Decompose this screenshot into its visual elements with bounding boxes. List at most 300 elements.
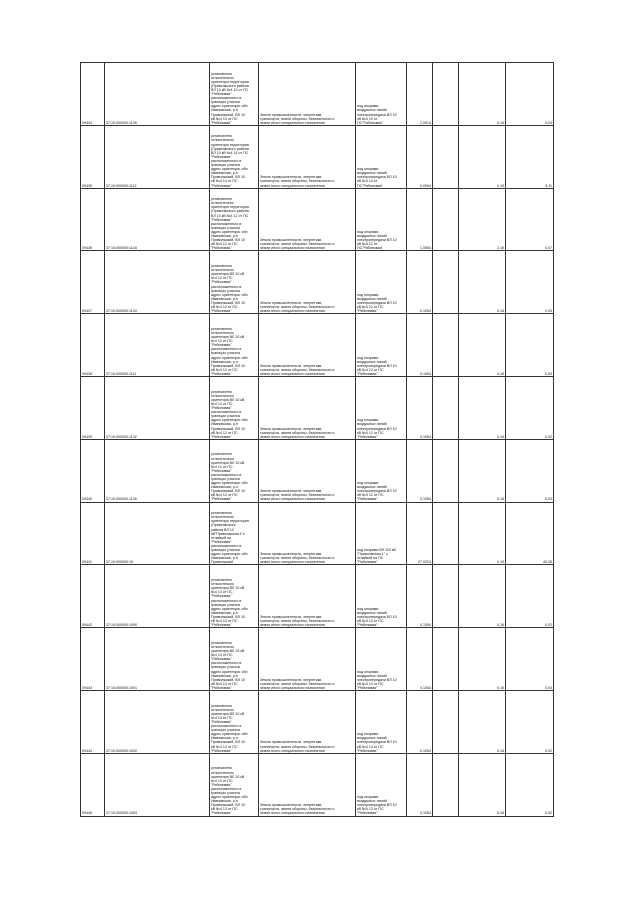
location-cell-line: относительно [211, 393, 234, 398]
land-category-cell-line: земли иного специального назначения [260, 120, 325, 125]
location-cell [210, 376, 259, 439]
location-cell-line: Ивановская, р-н [211, 485, 238, 490]
permitted-use-cell-line: "Рябиновая" [357, 748, 378, 753]
row-id-cell: 09435 [81, 125, 105, 188]
permitted-use-cell-line: "Рябиновая" [357, 309, 378, 314]
permitted-use-cell-line: под опорами ВЛ 110 кВ [357, 548, 396, 552]
value-cell: 0,02 [506, 565, 554, 628]
location-cell-line: Ивановская, р-н [211, 673, 238, 678]
row-id-cell: 09437 [81, 251, 105, 314]
location-cell-line: Приволжский, ВЛ 10 [211, 740, 245, 745]
location-cell-line: Ивановская, р-н [211, 799, 238, 804]
location-cell [210, 63, 259, 126]
location-cell-line: "Рябиновая" [211, 468, 232, 473]
land-category-cell-line: Земли промышленности, энергетики, [260, 238, 323, 243]
location-cell-line: Приволжский [211, 560, 234, 565]
location-cell-line: адрес ориентира: обл. [211, 167, 249, 172]
location-cell-line: ВЛ 10 кВ №4 12 от ПС [211, 213, 249, 218]
land-category-cell [259, 376, 356, 439]
location-cell-line: расположенного в [211, 221, 242, 226]
table-row [81, 314, 554, 377]
cadastral-number-cell: 37:10:000000:1092 [105, 690, 210, 753]
value-cell: 5,11 [506, 125, 554, 188]
location-cell-line: кВ №4 10 от ПС [211, 116, 238, 121]
location-cell-line: кВ"Приволжская-1"с [211, 531, 245, 536]
empty-cell [433, 690, 459, 753]
land-category-cell-line: транспорта, земли обороны, безопасности и [260, 744, 335, 749]
location-cell-line: адрес ориентира: обл. [211, 795, 249, 800]
location-cell-line: установлено [211, 703, 233, 708]
permitted-use-cell [356, 251, 407, 314]
permitted-use-cell-line: воздушных линий [357, 736, 387, 741]
location-cell [210, 753, 259, 816]
permitted-use-cell-line: кВ №4 12 от ПС [357, 493, 384, 498]
permitted-use-cell-line: электропередачи ВЛ 10 [357, 489, 397, 494]
location-cell-line: установлено [211, 197, 233, 202]
cadastral-number-cell: 37:10:000000:1090 [105, 565, 210, 628]
location-cell-line: Ивановская, р-н [211, 610, 238, 615]
permitted-use-cell [356, 125, 407, 188]
permitted-use-cell-line: под опорами [357, 669, 379, 674]
row-id-cell: 09441 [81, 502, 105, 565]
permitted-use-cell-line: отпайкой на ПС [357, 556, 384, 561]
location-cell-line: установлено [211, 326, 233, 331]
permitted-use-cell-line: воздушных линий [357, 422, 387, 427]
permitted-use-cell [356, 502, 407, 565]
row-id-cell: 09444 [81, 690, 105, 753]
land-category-cell-line: земли иного специального назначения [260, 246, 325, 251]
location-cell-line: Приволжский, ВЛ 10 [211, 614, 245, 619]
area-cell: 0,1054 [407, 439, 433, 502]
location-cell-line: "Рябиновая" [211, 782, 232, 787]
permitted-use-cell-line: "Рябиновая" [357, 560, 378, 565]
location-cell-line: (Приволжского района [211, 146, 249, 151]
value-cell: 0,03 [506, 314, 554, 377]
location-cell-line: "Рябиновая" [211, 92, 232, 97]
location-cell-line: Ивановская, р-н [211, 171, 238, 176]
rate-cell: 0,16 [459, 251, 506, 314]
permitted-use-cell-line: "Приволжская-1" с [357, 552, 388, 557]
location-cell-line: адрес ориентира: обл. [211, 669, 249, 674]
rate-cell: 0,16 [459, 314, 506, 377]
land-category-cell-line: земли иного специального назначения [260, 560, 325, 565]
land-category-cell-line: транспорта, земли обороны, безопасности и [260, 179, 335, 184]
land-category-cell [259, 63, 356, 126]
empty-cell [433, 188, 459, 251]
location-cell-line: границах участка [211, 477, 240, 482]
location-cell-line: ориентира территория [211, 142, 249, 147]
permitted-use-cell-line: ПС"Рябиновая" [357, 246, 383, 251]
permitted-use-cell-line: электропередачи ВЛ 10 [357, 803, 397, 808]
land-category-cell-line: транспорта, земли обороны, безопасности и [260, 242, 335, 247]
location-cell-line: расположенного в [211, 96, 242, 101]
location-cell [210, 188, 259, 251]
land-category-cell-line: транспорта, земли обороны, безопасности и [260, 556, 335, 561]
location-cell-line: Приволжский, ВЛ 10 [211, 300, 245, 305]
area-cell: 1,0554 [407, 188, 433, 251]
location-cell-line: границах участка [211, 728, 240, 733]
permitted-use-cell-line: "Рябиновая" [357, 623, 378, 628]
rate-cell: 0,16 [459, 63, 506, 126]
location-cell-line: "Рябиновая" [211, 811, 232, 816]
permitted-use-cell-line: воздушных линий [357, 108, 387, 113]
location-cell-line: ориентира ВЛ 10 кВ [211, 335, 245, 340]
permitted-use-cell-line: под опорами [357, 606, 379, 611]
rate-cell: 0,16 [459, 565, 506, 628]
location-cell-line: относительно [211, 268, 234, 273]
table-row [81, 753, 554, 816]
permitted-use-cell-line: "Рябиновая" [357, 371, 378, 376]
permitted-use-cell-line: электропередачи ВЛ 10 [357, 300, 397, 305]
location-cell [210, 565, 259, 628]
land-category-cell-line: земли иного специального назначения [260, 748, 325, 753]
location-cell [210, 439, 259, 502]
table-row [81, 690, 554, 753]
location-cell-line: "Рябиновая" [211, 120, 232, 125]
location-cell-line: Приволжский, ВЛ 10 [211, 238, 245, 243]
location-cell-line: установлено [211, 389, 233, 394]
location-cell [210, 502, 259, 565]
land-category-cell-line: Земли промышленности, энергетики, [260, 740, 323, 745]
location-cell-line: Ивановская, р-н [211, 422, 238, 427]
location-cell-line: "Рябиновая" [211, 720, 232, 725]
location-cell-line: кВ №4 13 от ПС [211, 681, 238, 686]
land-category-cell [259, 251, 356, 314]
location-cell-line: "Рябиновая" [211, 497, 232, 502]
permitted-use-cell [356, 565, 407, 628]
location-cell-line: расположенного в [211, 543, 242, 548]
location-cell-line: относительно [211, 582, 234, 587]
land-category-cell-line: земли иного специального назначения [260, 434, 325, 439]
location-cell-line: относительно [211, 138, 234, 143]
location-cell-line: кВ №4 12 от ПС [211, 367, 238, 372]
location-cell-line: ВЛ 10 кВ №4 14 от ПС [211, 150, 249, 155]
location-cell-line: адрес ориентира: обл. [211, 481, 249, 486]
land-category-cell-line: транспорта, земли обороны, безопасности и [260, 305, 335, 309]
land-category-cell-line: транспорта, земли обороны, безопасности и [260, 493, 335, 498]
location-cell-line: расположенного в [211, 661, 242, 666]
location-cell-line: "Рябиновая" [211, 685, 232, 690]
permitted-use-cell-line: электропередачи ВЛ 10 [357, 175, 397, 180]
location-cell-line: расположенного в [211, 347, 242, 352]
location-cell-line: "Рябиновая" [211, 183, 232, 188]
permitted-use-cell [356, 63, 407, 126]
location-cell-line: расположенного в [211, 786, 242, 791]
location-cell-line: №4 12 от ПС [211, 339, 233, 344]
location-cell-line: ориентира ВЛ 10 кВ [211, 586, 245, 591]
location-cell-line: кВ №4 12 от ПС [211, 493, 238, 498]
land-category-cell [259, 188, 356, 251]
rate-cell: 0,16 [459, 125, 506, 188]
location-cell-line: "Рябиновая" [211, 280, 232, 285]
location-cell-line: установлено [211, 71, 233, 76]
value-cell: 0,02 [506, 690, 554, 753]
table-row [81, 628, 554, 691]
location-cell [210, 125, 259, 188]
location-cell-line: "Рябиновая" [211, 343, 232, 348]
location-cell-line: границах участка [211, 288, 240, 293]
location-cell-line: адрес ориентира: обл. [211, 552, 249, 557]
location-cell-line: кВ №4 13 от ПС [211, 744, 238, 749]
permitted-use-cell-line: под опорами [357, 167, 379, 172]
table-row [81, 125, 554, 188]
location-cell-line: кВ №4 12 от ПС [211, 305, 238, 309]
empty-cell [433, 376, 459, 439]
location-cell-line: Ивановская, р-н [211, 736, 238, 741]
cadastral-number-cell: 37:10:000000:1111 [105, 314, 210, 377]
location-cell-line: Ивановская, р-н [211, 296, 238, 301]
permitted-use-cell [356, 314, 407, 377]
permitted-use-cell-line: под опорами [357, 292, 379, 297]
location-cell-line: относительно [211, 75, 234, 80]
cadastral-number-cell: 37:10:000000:16 [105, 502, 210, 565]
location-cell-line: "Рябиновая" [211, 154, 232, 159]
permitted-use-cell-line: "Рябиновая" [357, 685, 378, 690]
area-cell: 0,0054 [407, 125, 433, 188]
location-cell-line: №4 12 от ПС [211, 464, 233, 469]
permitted-use-cell-line: "Рябиновая" [357, 497, 378, 502]
value-cell: 0,02 [506, 753, 554, 816]
location-cell-line: адрес ориентира: обл. [211, 732, 249, 737]
land-category-cell [259, 565, 356, 628]
location-cell-line: адрес ориентира: обл. [211, 104, 249, 109]
location-cell-line: границах участка [211, 163, 240, 168]
permitted-use-cell-line: под опорами [357, 104, 379, 109]
empty-cell [433, 314, 459, 377]
empty-cell [433, 502, 459, 565]
location-cell-line: ориентира ВЛ 10 кВ [211, 711, 245, 716]
value-cell: 0,02 [506, 376, 554, 439]
location-cell-line: расположенного в [211, 284, 242, 289]
location-cell-line: границах участка [211, 414, 240, 419]
land-category-cell-line: транспорта, земли обороны, безопасности и [260, 618, 335, 623]
location-cell-line: ориентира ВЛ 10 кВ [211, 460, 245, 465]
location-cell-line: Приволжский, ВЛ 10 [211, 677, 245, 682]
land-category-cell-line: Земли промышленности, энергетики, [260, 803, 323, 808]
permitted-use-cell-line: кВ №4 13 от ПС [357, 681, 384, 686]
location-cell [210, 314, 259, 377]
row-id-cell: 09439 [81, 376, 105, 439]
location-cell-line: относительно [211, 644, 234, 649]
location-cell-line: относительно [211, 330, 234, 335]
location-cell-line: "Рябиновая" [211, 748, 232, 753]
cadastral-number-cell: 37:10:000000:1091 [105, 628, 210, 691]
location-cell-line: Приволжский, ВЛ 10 [211, 112, 245, 117]
empty-cell [433, 628, 459, 691]
permitted-use-cell-line: ПС"Рябиновая" [357, 183, 383, 188]
land-category-cell-line: земли иного специального назначения [260, 371, 325, 376]
location-cell-line: границах участка [211, 602, 240, 607]
permitted-use-cell-line: под опорами [357, 795, 379, 800]
location-cell-line: ориентира территория [211, 79, 249, 84]
location-cell-line: (Приволжского района [211, 209, 249, 214]
rate-cell: 0,16 [459, 753, 506, 816]
permitted-use-cell-line: электропередачи ВЛ 10 [357, 426, 397, 431]
location-cell-line: "Рябиновая" [211, 539, 232, 544]
location-cell-line: ориентира ВЛ 10 кВ [211, 272, 245, 277]
land-category-cell-line: земли иного специального назначения [260, 183, 325, 188]
location-cell-line: установлено [211, 640, 233, 645]
location-cell-line: расположенного в [211, 724, 242, 729]
table-row [81, 376, 554, 439]
location-cell-line: относительно [211, 201, 234, 206]
location-cell-line: №4 13 от ПС [211, 653, 233, 658]
area-cell: 27,0224 [407, 502, 433, 565]
location-cell-line: №4 12 от ПС [211, 276, 233, 281]
location-cell-line: Ивановская, р-н [211, 359, 238, 364]
land-category-cell [259, 125, 356, 188]
location-cell-line: Приволжский, ВЛ 10 [211, 803, 245, 808]
location-cell-line: границах участка [211, 225, 240, 230]
permitted-use-cell-line: под опорами [357, 229, 379, 234]
permitted-use-cell-line: ПС"Рябиновая" [357, 120, 383, 125]
land-category-cell-line: земли иного специального назначения [260, 309, 325, 314]
permitted-use-cell-line: электропередачи ВЛ 10 [357, 363, 397, 368]
cadastral-number-cell: 37:10:000000:1146 [105, 439, 210, 502]
permitted-use-cell [356, 376, 407, 439]
location-cell-line: расположенного в [211, 158, 242, 163]
value-cell: 0,03 [506, 251, 554, 314]
location-cell-line: Приволжский, ВЛ 10 [211, 363, 245, 368]
location-cell-line: границах участка [211, 665, 240, 670]
location-cell-line: границах участка [211, 100, 240, 105]
table-row [81, 251, 554, 314]
land-category-cell-line: Земли промышленности, энергетики, [260, 426, 323, 431]
empty-cell [433, 439, 459, 502]
land-category-cell-line: Земли промышленности, энергетики, [260, 363, 323, 368]
table-row [81, 188, 554, 251]
row-id-cell: 09440 [81, 439, 105, 502]
location-cell-line: установлено [211, 264, 233, 269]
land-category-cell-line: Земли промышленности, энергетики, [260, 300, 323, 305]
rate-cell: 0,16 [459, 376, 506, 439]
location-cell-line: "Рябиновая" [211, 657, 232, 662]
table-row [81, 439, 554, 502]
land-category-cell-line: земли иного специального назначения [260, 623, 325, 628]
location-cell-line: адрес ориентира: обл. [211, 418, 249, 423]
location-cell-line: относительно [211, 515, 234, 520]
permitted-use-cell-line: воздушных линий [357, 485, 387, 490]
land-category-cell [259, 439, 356, 502]
area-cell: 0,1054 [407, 753, 433, 816]
location-cell-line: расположенного в [211, 472, 242, 477]
location-cell-line: границах участка [211, 351, 240, 356]
value-cell: 4,07 [506, 188, 554, 251]
land-category-cell-line: транспорта, земли обороны, безопасности и [260, 681, 335, 686]
empty-cell [433, 63, 459, 126]
area-cell: 0,1054 [407, 376, 433, 439]
location-cell [210, 690, 259, 753]
location-cell-line: кВ №4 14 от ПС [211, 179, 238, 184]
permitted-use-cell-line: электропередачи ВЛ 10 [357, 740, 397, 745]
location-cell-line: установлено [211, 511, 233, 516]
land-category-cell-line: земли иного специального назначения [260, 685, 325, 690]
permitted-use-cell-line: кВ №4 12 от [357, 242, 378, 247]
land-category-cell-line: Земли промышленности, энергетики, [260, 489, 323, 494]
permitted-use-cell-line: электропередачи ВЛ 10 [357, 112, 397, 117]
cadastral-number-cell: 37:10:000000:1112 [105, 125, 210, 188]
location-cell-line: кВ №4 12 от ПС [211, 242, 238, 247]
area-cell: 0,1054 [407, 690, 433, 753]
location-cell-line: установлено [211, 134, 233, 139]
location-cell-line: расположенного в [211, 598, 242, 603]
area-cell: 0,1054 [407, 565, 433, 628]
location-cell-line: района ВЛ 10 [211, 527, 234, 532]
location-cell-line: №4 12 от ПС [211, 401, 233, 406]
location-cell-line: "Рябиновая" [211, 594, 232, 599]
rate-cell: 0,16 [459, 628, 506, 691]
location-cell-line: установлено [211, 452, 233, 457]
row-id-cell: 09443 [81, 628, 105, 691]
empty-cell [433, 251, 459, 314]
area-cell: 0,1054 [407, 314, 433, 377]
location-cell-line: ориентира ВЛ 10 кВ [211, 649, 245, 654]
cadastral-number-cell: 37:10:000000:1093 [105, 753, 210, 816]
location-cell-line: Приволжский, ВЛ 10 [211, 175, 245, 180]
permitted-use-cell-line: воздушных линий [357, 359, 387, 364]
permitted-use-cell-line: электропередачи ВЛ 10 [357, 677, 397, 682]
rate-cell: 0,16 [459, 690, 506, 753]
permitted-use-cell-line: кВ №4 13 от ПС [357, 618, 384, 623]
cadastral-number-cell: 37:10:000000:1144 [105, 188, 210, 251]
location-cell-line: адрес ориентира: обл. [211, 355, 249, 360]
land-category-cell-line: транспорта, земли обороны, безопасности и [260, 430, 335, 435]
location-cell [210, 628, 259, 691]
area-cell: 0,1054 [407, 251, 433, 314]
location-cell-line: (Приволжского [211, 523, 236, 528]
permitted-use-cell-line: кВ №4 14 от [357, 179, 378, 184]
location-cell-line: №4 13 от ПС [211, 715, 233, 720]
land-category-cell-line: транспорта, земли обороны, безопасности и [260, 116, 335, 121]
location-cell-line: ориентира территория [211, 205, 249, 210]
location-cell-line: границах участка [211, 791, 240, 795]
land-category-cell [259, 502, 356, 565]
location-cell-line: кВ №4 12 от ПС [211, 430, 238, 435]
permitted-use-cell-line: кВ №4 10 от [357, 116, 378, 121]
permitted-use-cell [356, 628, 407, 691]
land-category-cell [259, 314, 356, 377]
land-category-cell-line: земли иного специального назначения [260, 497, 325, 502]
value-cell: 0,03 [506, 628, 554, 691]
value-cell: 4,04 [506, 63, 554, 126]
value-cell: 0,03 [506, 439, 554, 502]
location-cell-line: расположенного в [211, 410, 242, 415]
location-cell-line: №4 13 от ПС [211, 590, 233, 595]
rate-cell: 0,16 [459, 439, 506, 502]
location-cell-line: ориентира ВЛ 10 кВ [211, 397, 245, 402]
row-id-cell: 09436 [81, 188, 105, 251]
area-cell: 2,0514 [407, 63, 433, 126]
permitted-use-cell-line: кВ №4 13 от ПС [357, 807, 384, 812]
location-cell-line: "Рябиновая" [211, 623, 232, 628]
permitted-use-cell [356, 753, 407, 816]
location-cell-line: (Приволжского района [211, 83, 249, 88]
location-cell-line: ВЛ 10 кВ №4 10 от ПС [211, 87, 249, 92]
location-cell-line: "Рябиновая" [211, 217, 232, 222]
location-cell-line: относительно [211, 707, 234, 712]
permitted-use-cell-line: воздушных линий [357, 610, 387, 615]
location-cell-line: Приволжский, ВЛ 10 [211, 489, 245, 494]
location-cell-line: "Рябиновая" [211, 434, 232, 439]
row-id-cell: 09438 [81, 314, 105, 377]
permitted-use-cell-line: "Рябиновая" [357, 811, 378, 816]
cadastral-number-cell: 37:10:000000:1142 [105, 376, 210, 439]
location-cell-line: относительно [211, 456, 234, 461]
location-cell-line: адрес ориентира: обл. [211, 292, 249, 297]
land-category-cell-line: Земли промышленности, энергетики, [260, 175, 323, 180]
area-cell: 0,1054 [407, 628, 433, 691]
table-row [81, 502, 554, 565]
